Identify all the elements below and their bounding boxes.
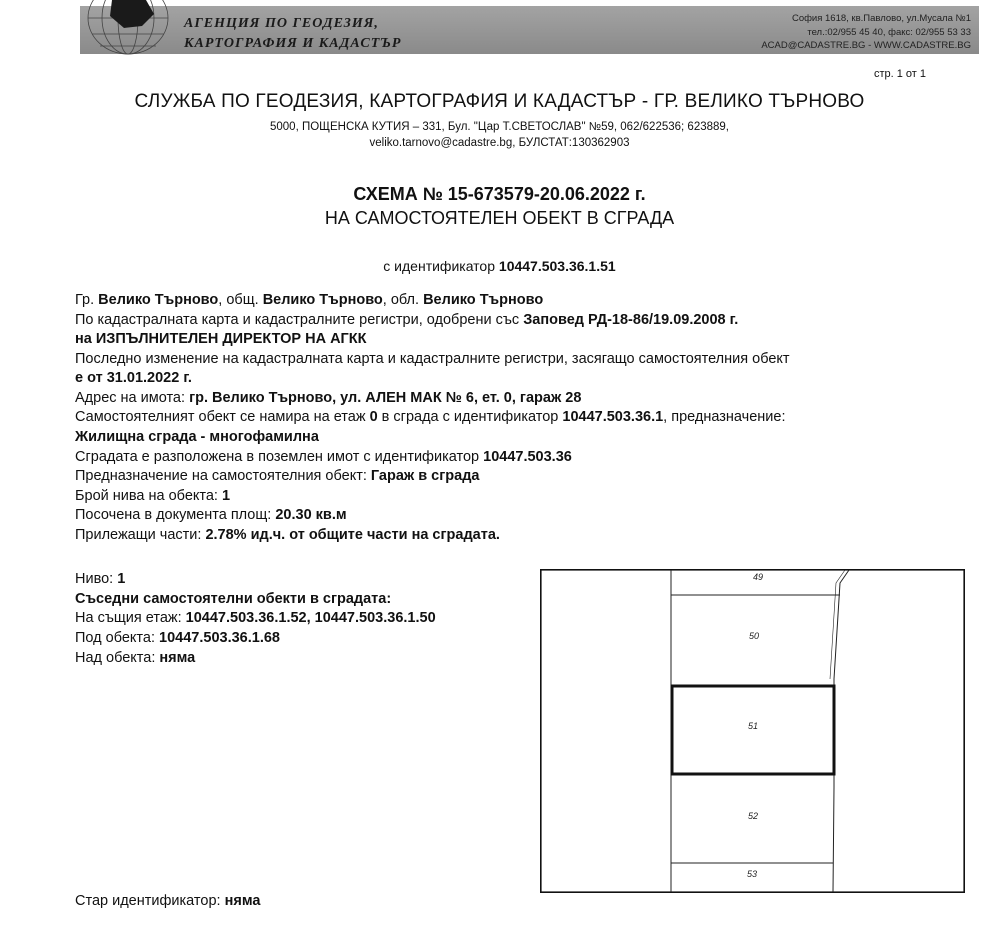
- contact-email: ACAD@CADASTRE.BG - WWW.CADASTRE.BG: [761, 40, 971, 51]
- unit-label-53: 53: [746, 869, 758, 879]
- contact-address: София 1618, кв.Павлово, ул.Мусала №1: [791, 13, 971, 24]
- office-contacts: veliko.tarnovo@cadastre.bg, БУЛСТАТ:130362903: [369, 137, 630, 149]
- floor-line: Самостоятелният обект се намира на етаж 0 в сграда с идентификатор 10447.503.36.1, предназначение:: [75, 409, 786, 425]
- contact-phone: тел.:02/955 45 40, факс: 02/955 53 33: [807, 26, 971, 38]
- agency-name-line2: КАРТОГРАФИЯ И КАДАСТЪР: [184, 36, 402, 51]
- area-line: Посочена в документа площ: 20.30 кв.м: [75, 507, 347, 523]
- below-line: Под обекта: 10447.503.36.1.68: [75, 630, 280, 646]
- same-floor-line: На същия етаж: 10447.503.36.1.52, 10447.503.36.1.50: [75, 610, 436, 626]
- last-change-date: е от 31.01.2022 г.: [75, 370, 192, 386]
- object-purpose: Предназначение на самостоятелния обект: Гараж в сграда: [75, 468, 480, 484]
- agency-name-line1: АГЕНЦИЯ ПО ГЕОДЕЗИЯ,: [184, 16, 379, 31]
- unit-label-49: 49: [752, 572, 764, 582]
- unit-label-52: 52: [747, 811, 759, 821]
- office-title: СЛУЖБА ПО ГЕОДЕЗИЯ, КАРТОГРАФИЯ И КАДАСТЪР - ГР. ВЕЛИКО ТЪРНОВО: [134, 91, 865, 112]
- last-change-text: Последно изменение на кадастралната карта и кадастралните регистри, засягащо самостоятелния обект: [75, 351, 790, 367]
- cadastral-scheme: [540, 569, 965, 893]
- above-line: Над обекта: няма: [75, 650, 196, 666]
- globe-logo-icon: [82, 0, 174, 56]
- document-subtitle: НА САМОСТОЯТЕЛЕН ОБЕКТ В СГРАДА: [324, 208, 675, 228]
- approval-line: По кадастралната карта и кадастралните регистри, одобрени със Заповед РД-18-86/19.09.2008 г.: [75, 312, 739, 328]
- property-address: Адрес на имота: гр. Велико Търново, ул. АЛЕН МАК № 6, ет. 0, гараж 28: [75, 390, 582, 406]
- common-parts: Прилежащи части: 2.78% ид.ч. от общите части на сградата.: [75, 527, 500, 543]
- location-line: Гр. Велико Търново, общ. Велико Търново, обл. Велико Търново: [75, 292, 544, 308]
- unit-label-51: 51: [747, 721, 759, 731]
- object-identifier: с идентификатор 10447.503.36.1.51: [383, 258, 616, 274]
- document-title: СХЕМА № 15-673579-20.06.2022 г.: [353, 184, 646, 204]
- levels-count: Брой нива на обекта: 1: [75, 488, 231, 504]
- office-address: 5000, ПОЩЕНСКА КУТИЯ – 331, Бул. "Цар Т.СВЕТОСЛАВ" №59, 062/622536; 623889,: [270, 121, 729, 133]
- old-identifier: Стар идентификатор: няма: [75, 893, 261, 909]
- page-number: стр. 1 от 1: [873, 68, 926, 80]
- agency-header: [0, 0, 999, 56]
- scheme-frame: [541, 570, 964, 892]
- land-line: Сградата е разположена в поземлен имот с идентификатор 10447.503.36: [75, 449, 572, 465]
- unit-label-50: 50: [748, 631, 760, 641]
- building-purpose: Жилищна сграда - многофамилна: [75, 429, 319, 445]
- agency-name: [184, 14, 401, 54]
- level-line: Ниво: 1: [75, 571, 126, 587]
- approval-by: на ИЗПЪЛНИТЕЛЕН ДИРЕКТОР НА АГКК: [75, 331, 367, 347]
- agency-contacts: [711, 12, 971, 53]
- neighbours-heading: Съседни самостоятелни обекти в сградата:: [75, 591, 392, 607]
